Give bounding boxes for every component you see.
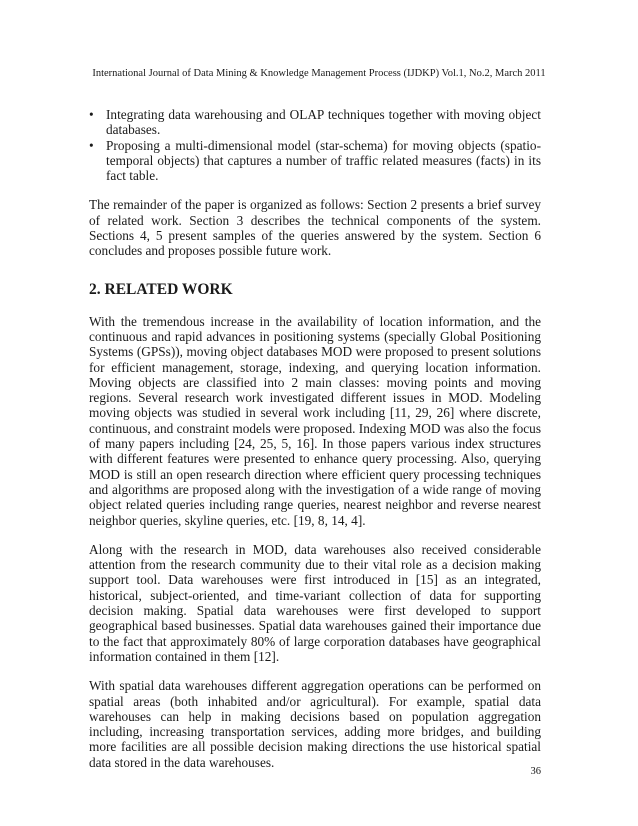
bullet-icon: • xyxy=(89,137,94,153)
bullet-icon: • xyxy=(89,107,94,122)
related-work-paragraph: With the tremendous increase in the availability of location information, and the continuous and rapid advances in positioning systems (specially Global Positioning Systems (GPSs)), moving object databases MOD were proposed to present solutions for efficient management, storage, indexing, and querying location information. Moving objects are classified into 2 main classes: moving points and moving regions. Several research work investigated different issues in MOD. Modeling moving objects was studied in several work including [11, 29, 26] where discrete, continuous, and constraint models were proposed. Indexing MOD was also the focus of many papers including [24, 25, 5, 16]. In those papers various index structures with different features were presented to enhance query processing. Also, querying MOD is still an open research direction where efficient query processing techniques and algorithms are proposed along with the investigation of a wide range of moving object related queries including range queries, nearest neighbor and reverse nearest neighbor queries, skyline queries, etc. [19, 8, 14, 4]. xyxy=(89,313,541,528)
organization-paragraph: The remainder of the paper is organized as follows: Section 2 presents a brief survey of related work. Section 3 describes the technical components of the system. Sections 4, 5 present samples of the queries answered by the system. Section 6 concludes and proposes possible future work. xyxy=(89,197,541,259)
list-item xyxy=(89,138,541,184)
list-item xyxy=(89,107,541,138)
section-heading: 2. RELATED WORK xyxy=(89,280,233,298)
contribution-list xyxy=(89,107,541,183)
list-item-text: Integrating data warehousing and OLAP techniques together with moving object databases. xyxy=(106,107,541,138)
related-work-paragraph: Along with the research in MOD, data warehouses also received considerable attention from the research community due to their vital role as a decision making support tool. Data warehouses were first introduced in [15] as an integrated, historical, subject-oriented, and time-variant collection of data for supporting decision making. Spatial data warehouses were first developed to support geographical based businesses. Spatial data warehouses gained their importance due to the fact that approximately 80% of large corporation databases have geographical information contained in them [12]. xyxy=(89,541,541,664)
list-item-text: Proposing a multi-dimensional model (star-schema) for moving objects (spatio-temporal objects) that captures a number of traffic related measures (facts) in its fact table. xyxy=(106,137,541,184)
related-work-paragraph: With spatial data warehouses different aggregation operations can be performed on spatial areas (both inhabited and/or agricultural). For example, spatial data warehouses can help in making decisions based on population aggregation including, increasing transportation services, adding more bridges, and building more facilities are all possible decision making directions the use historical spatial data stored in the data warehouses. xyxy=(89,678,541,770)
page-body xyxy=(89,107,541,770)
running-header: International Journal of Data Mining & Knowledge Management Process (IJDKP) Vol.1, No.2, March 2011 xyxy=(92,68,546,79)
page-number: 36 xyxy=(530,766,541,777)
